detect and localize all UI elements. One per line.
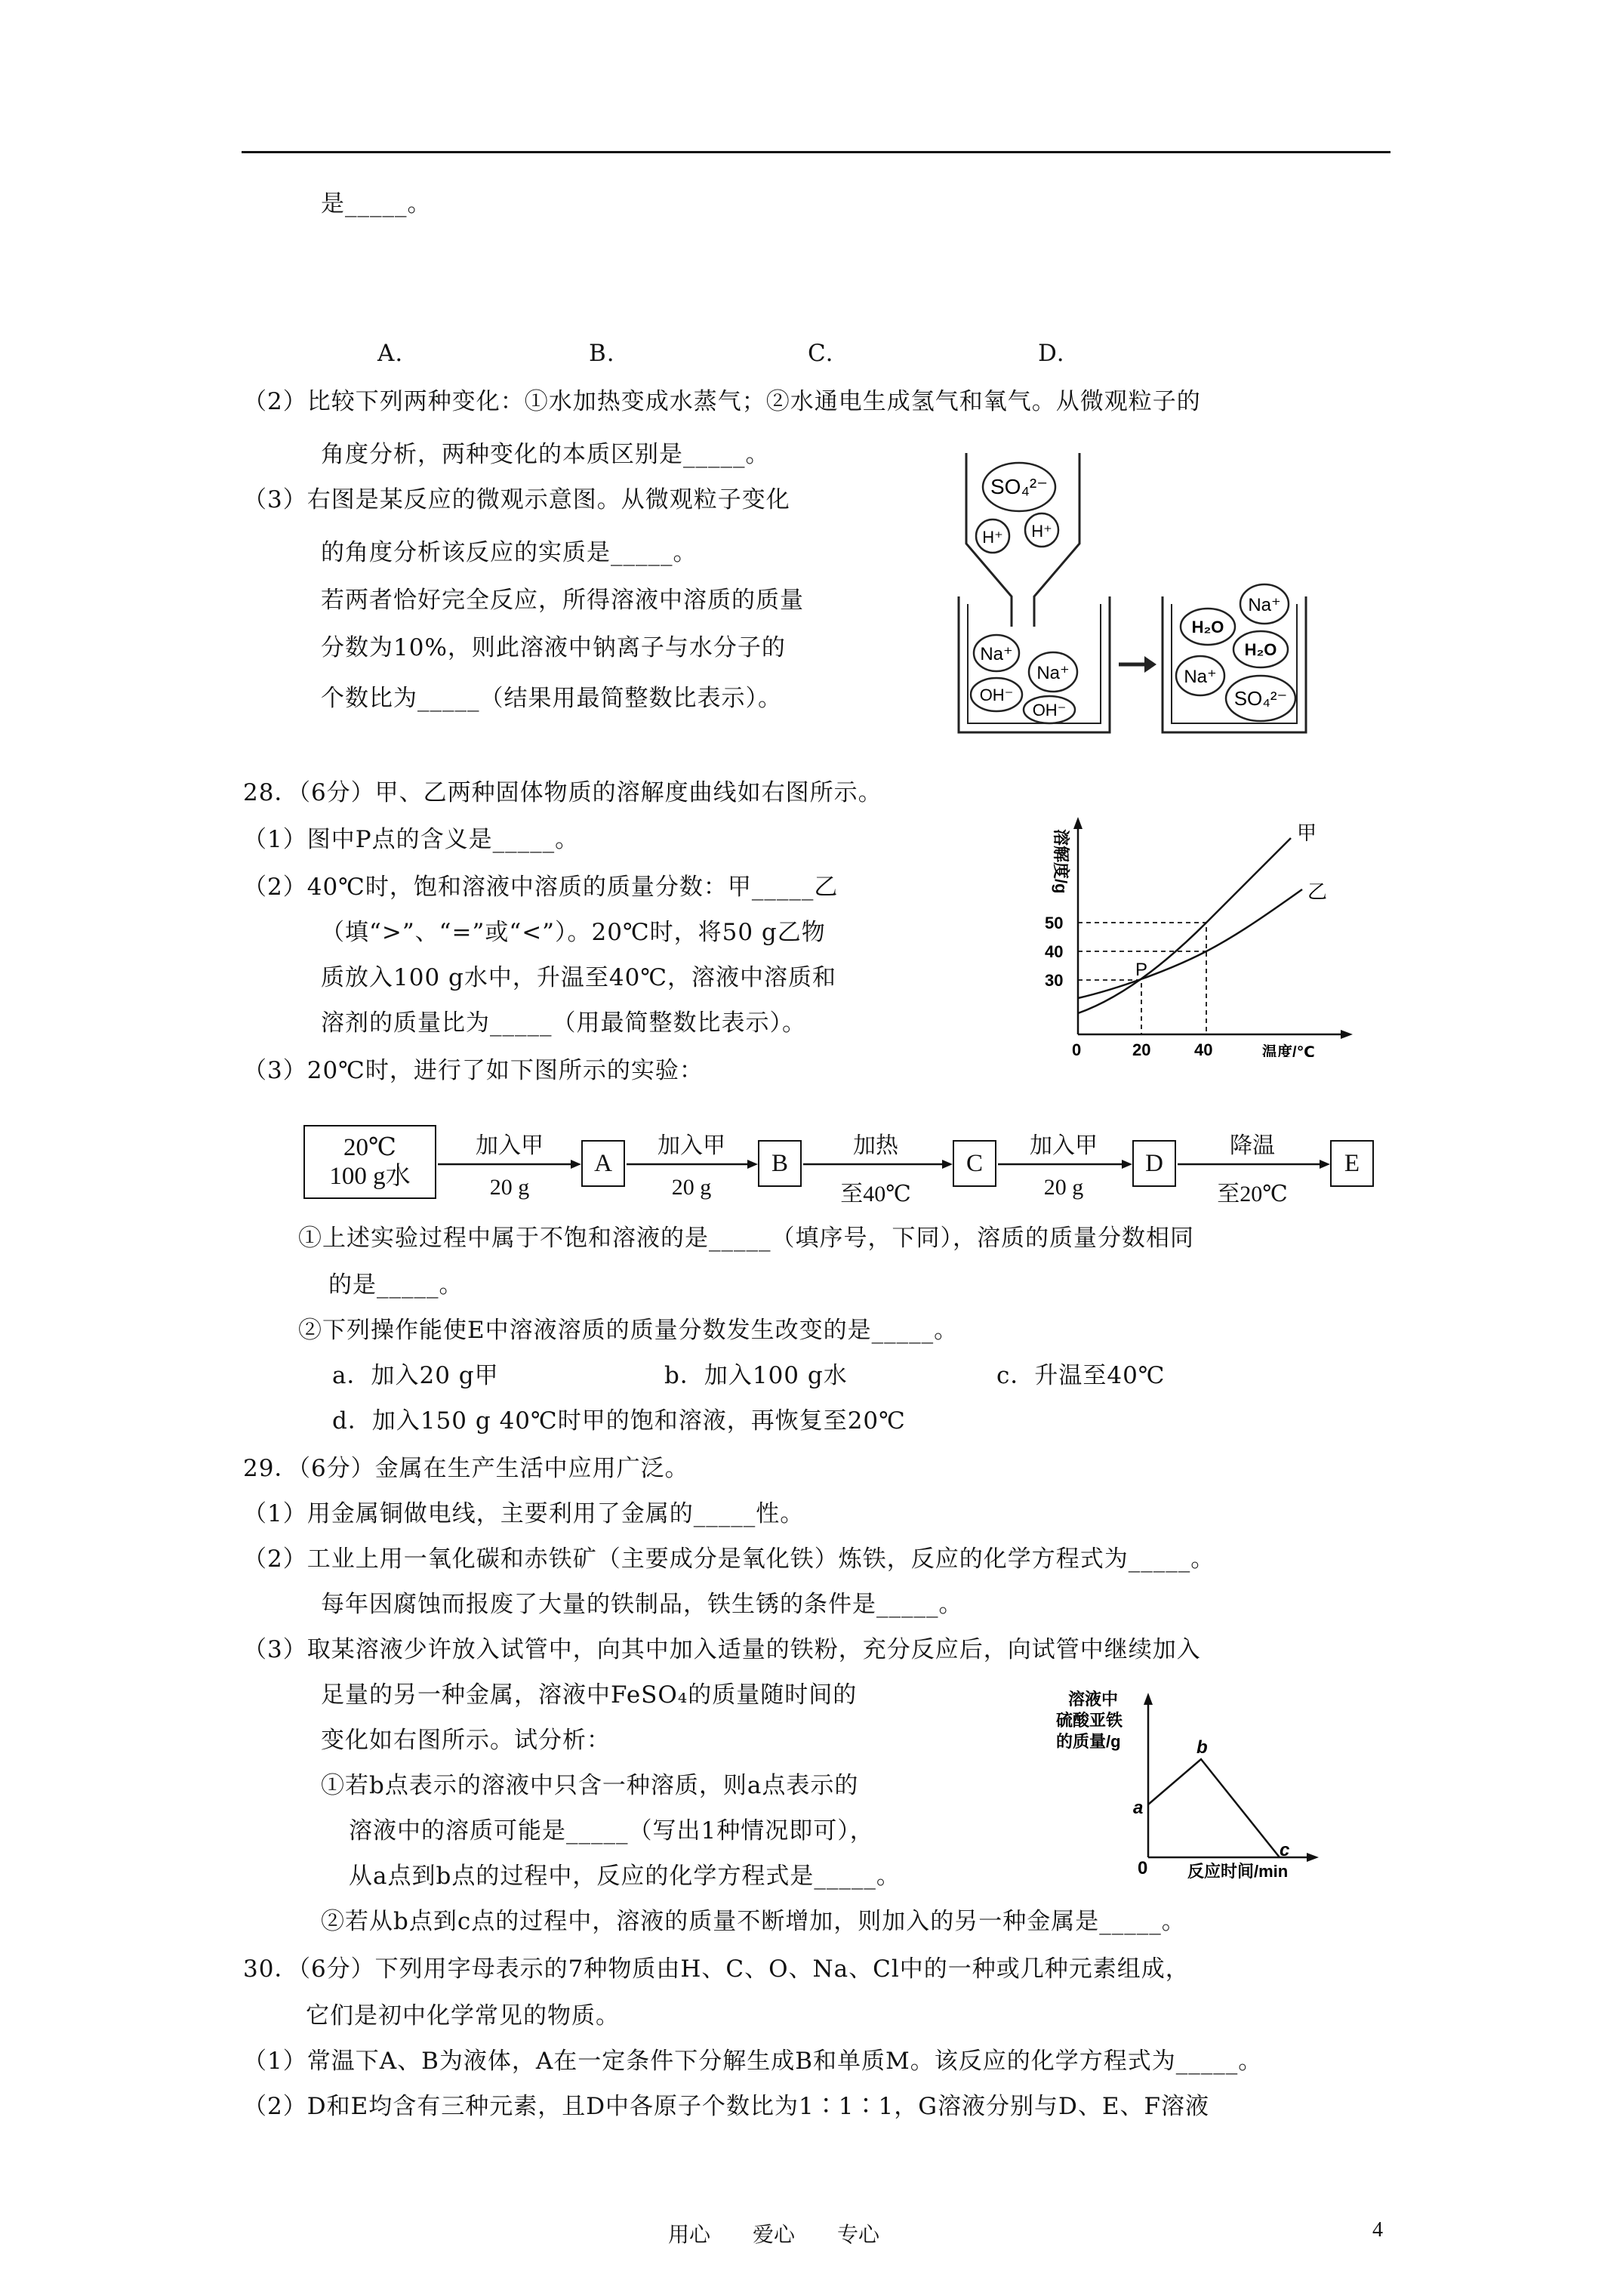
footer-text: 用心 爱心 专心 xyxy=(668,2222,880,2247)
text-line: 的是_____。 xyxy=(328,1271,463,1299)
text-line: c．升温至40℃ xyxy=(996,1362,1166,1389)
chart-ylabel: 溶解度/g xyxy=(1052,829,1070,894)
ion-label: H₂O xyxy=(1191,618,1224,636)
text-line: （2）工业上用一氧化碳和赤铁矿（主要成分是氧化铁）炼铁，反应的化学方程式为_____。 xyxy=(243,1546,1215,1573)
series-label-yi: 乙 xyxy=(1307,880,1328,903)
chart-xlabel: 温度/℃ xyxy=(1262,1044,1315,1057)
text-line: （3）取某溶液少许放入试管中，向其中加入适量的铁粉，充分反应后，向试管中继续加入 xyxy=(243,1636,1201,1663)
flow-step-bottom: 20 g xyxy=(671,1175,712,1200)
text-line: （1）用金属铜做电线，主要利用了金属的_____性。 xyxy=(243,1500,805,1527)
point-c-label: c xyxy=(1280,1840,1290,1860)
text-line: 角度分析，两种变化的本质区别是_____。 xyxy=(321,441,770,468)
text-line: （填“>”、“=”或“<”）。20℃时，将50 g乙物 xyxy=(321,919,826,946)
text-line: 30．（6分）下列用字母表示的7种物质由H、C、O、Na、Cl中的一种或几种元素组成， xyxy=(243,1955,1190,1983)
text-line: ①若b点表示的溶液中只含一种溶质，则a点表示的 xyxy=(321,1772,859,1799)
text-line: （2）D和E均含有三种元素，且D中各原子个数比为1∶1∶1，G溶液分别与D、E、F溶液 xyxy=(243,2093,1209,2120)
text-line: 29．（6分）金属在生产生活中应用广泛。 xyxy=(243,1455,689,1482)
text-line: C. xyxy=(808,340,834,367)
chart-ylabel-line: 的质量/g xyxy=(1056,1732,1121,1751)
flow-start-line: 20℃ xyxy=(343,1134,396,1161)
point-b-label: b xyxy=(1196,1737,1208,1758)
flow-step-bottom: 至40℃ xyxy=(840,1182,911,1207)
text-line: d．加入150 g 40℃时甲的饱和溶液，再恢复至20℃ xyxy=(332,1407,906,1435)
text-line: （3）右图是某反应的微观示意图。从微观粒子变化 xyxy=(243,486,790,513)
flow-box-b: B xyxy=(758,1140,802,1187)
text-line: 从a点到b点的过程中，反应的化学方程式是_____。 xyxy=(349,1863,901,1890)
text-line: 分数为10%，则此溶液中钠离子与水分子的 xyxy=(321,634,786,661)
chart-ylabel-line: 溶液中 xyxy=(1068,1690,1119,1709)
y-tick: 40 xyxy=(1045,942,1064,961)
feso4-line xyxy=(1148,1759,1280,1857)
text-line: 是_____。 xyxy=(321,190,432,217)
text-line: 足量的另一种金属，溶液中FeSO₄的质量随时间的 xyxy=(321,1681,858,1709)
y-tick: 30 xyxy=(1045,971,1064,990)
ion-label: SO₄²⁻ xyxy=(1233,687,1288,710)
text-line: （1）常温下A、B为液体，A在一定条件下分解生成B和单质M。该反应的化学方程式为_____。 xyxy=(243,2048,1263,2075)
text-line: （3）20℃时，进行了如下图所示的实验： xyxy=(243,1057,704,1084)
flow-box-e: E xyxy=(1330,1140,1374,1187)
text-line: A. xyxy=(377,340,404,367)
text-line: （2）40℃时，饱和溶液中溶质的质量分数：甲_____乙 xyxy=(243,874,839,901)
ion-label: OH⁻ xyxy=(1032,701,1067,720)
x-tick: 40 xyxy=(1194,1040,1213,1057)
text-line: 的角度分析该反应的实质是_____。 xyxy=(321,539,698,566)
text-line: 溶剂的质量比为_____（用最简整数比表示）。 xyxy=(321,1009,806,1037)
text-line: 若两者恰好完全反应，所得溶液中溶质的质量 xyxy=(321,587,804,614)
ion-label: Na⁺ xyxy=(980,644,1013,664)
flow-step-top: 降温 xyxy=(1230,1133,1275,1158)
flow-step-bottom: 20 g xyxy=(489,1175,530,1200)
point-a-label: a xyxy=(1133,1798,1144,1818)
chart-xlabel: 反应时间/min xyxy=(1187,1862,1289,1880)
ion-label: OH⁻ xyxy=(979,686,1014,704)
text-line: 28．（6分）甲、乙两种固体物质的溶解度曲线如右图所示。 xyxy=(243,779,882,806)
point-p-label: P xyxy=(1135,960,1148,980)
text-line: D. xyxy=(1038,340,1065,367)
ion-label: SO₄²⁻ xyxy=(990,475,1048,498)
page-number: 4 xyxy=(1372,2218,1383,2242)
text-line: a．加入20 g甲 xyxy=(332,1362,499,1389)
flow-step-bottom: 20 g xyxy=(1043,1175,1084,1200)
flow-box-c: C xyxy=(953,1140,996,1187)
origin-label: 0 xyxy=(1138,1858,1148,1878)
text-line: ②下列操作能使E中溶液溶质的质量分数发生改变的是_____。 xyxy=(298,1317,959,1344)
text-line: 每年因腐蚀而报废了大量的铁制品，铁生锈的条件是_____。 xyxy=(321,1591,963,1618)
flow-box-d: D xyxy=(1132,1140,1176,1187)
text-line: ②若从b点到c点的过程中，溶液的质量不断增加，则加入的另一种金属是_____。 xyxy=(321,1908,1186,1935)
series-label-jia: 甲 xyxy=(1297,821,1317,844)
text-line: 个数比为_____（结果用最简整数比表示）。 xyxy=(321,685,782,712)
text-line: （1）图中P点的含义是_____。 xyxy=(243,826,580,853)
flow-start-line: 100 g水 xyxy=(329,1163,411,1190)
flow-step-top: 加入甲 xyxy=(476,1133,544,1158)
flow-step-top: 加热 xyxy=(853,1133,898,1158)
x-tick: 0 xyxy=(1072,1040,1082,1057)
text-line: 质放入100 g水中，升温至40℃，溶液中溶质和 xyxy=(321,964,836,991)
text-line: b．加入100 g水 xyxy=(664,1362,848,1389)
y-tick: 50 xyxy=(1045,914,1064,932)
x-tick: 20 xyxy=(1132,1040,1151,1057)
ion-label: Na⁺ xyxy=(1184,667,1217,687)
ion-label: Na⁺ xyxy=(1248,595,1281,615)
ion-label: H₂O xyxy=(1244,640,1277,659)
text-line: 它们是初中化学常见的物质。 xyxy=(306,2002,620,2029)
ion-label: H⁺ xyxy=(982,528,1003,547)
ion-label: Na⁺ xyxy=(1036,663,1070,683)
flow-step-bottom: 至20℃ xyxy=(1217,1182,1288,1207)
text-line: （2）比较下列两种变化：①水加热变成水蒸气；②水通电生成氢气和氧气。从微观粒子的 xyxy=(243,388,1201,415)
flow-step-top: 加入甲 xyxy=(658,1133,725,1158)
chart-ylabel-line: 硫酸亚铁 xyxy=(1056,1711,1123,1730)
flow-box-a: A xyxy=(581,1140,625,1187)
text-line: B. xyxy=(589,340,615,367)
flow-step-top: 加入甲 xyxy=(1030,1133,1098,1158)
text-line: 溶液中的溶质可能是_____（写出1种情况即可）， xyxy=(349,1817,874,1845)
text-line: 变化如右图所示。试分析： xyxy=(321,1727,611,1754)
feso4-chart xyxy=(1053,1684,1340,1880)
text-line: ①上述实验过程中属于不饱和溶液的是_____（填序号，下同），溶质的质量分数相同 xyxy=(298,1225,1194,1252)
ion-label: H⁺ xyxy=(1031,522,1052,541)
